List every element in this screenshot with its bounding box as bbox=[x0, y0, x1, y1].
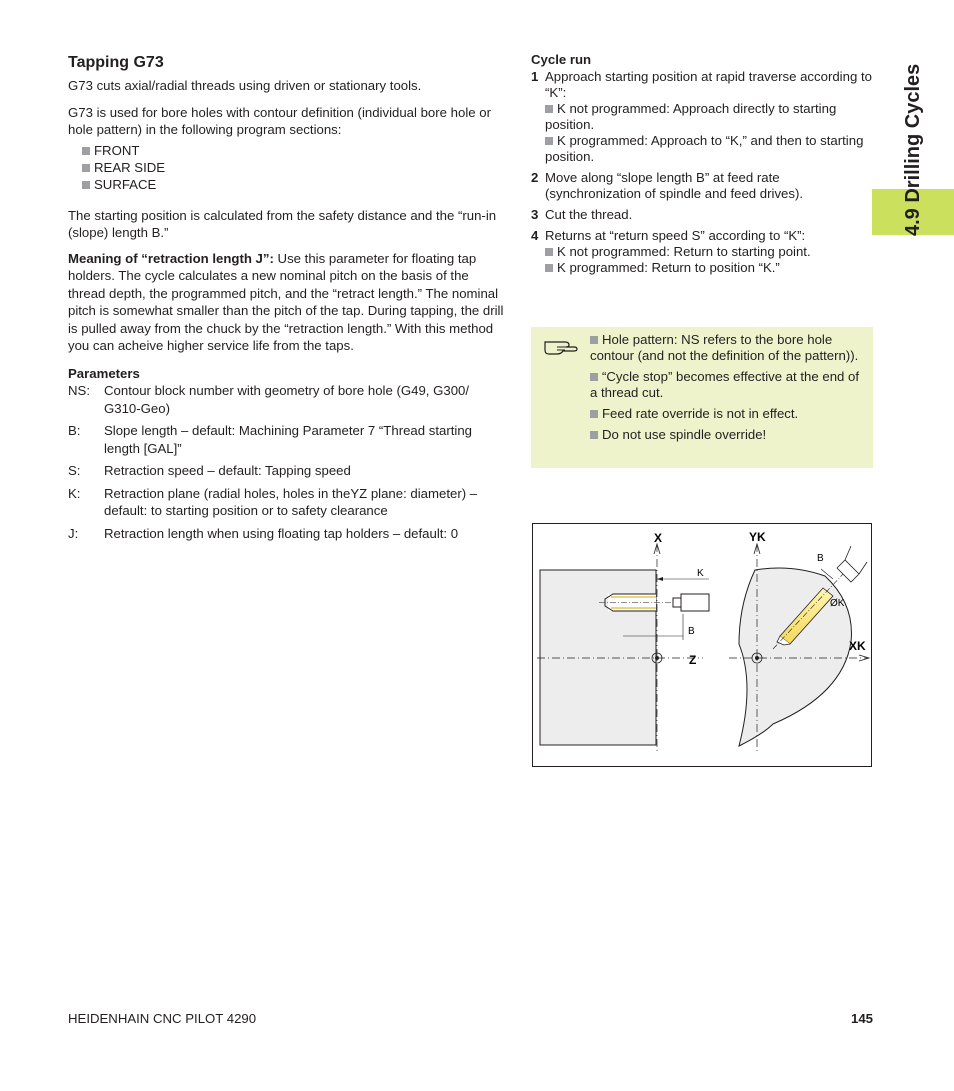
bullet-square-icon bbox=[590, 410, 598, 418]
page-number: 145 bbox=[850, 1011, 873, 1026]
parameter-list bbox=[68, 382, 508, 542]
bullet-square-icon bbox=[82, 181, 90, 189]
note-item: Hole pattern: NS refers to the bore hole contour (and not the definition of the pattern)). bbox=[590, 332, 859, 363]
list-item: SURFACE bbox=[68, 176, 508, 193]
section-title-text: 4.9 Drilling Cycles bbox=[902, 63, 924, 236]
parameter-j: J: Retraction length when using floating tap holders – default: 0 bbox=[68, 525, 459, 541]
label-b2: B bbox=[817, 553, 824, 564]
intro-text: G73 cuts axial/radial threads using driven or stationary tools. bbox=[68, 78, 422, 93]
pointing-hand-icon bbox=[543, 336, 579, 356]
radial-tap-tool bbox=[837, 546, 867, 582]
bullet-square-icon bbox=[545, 137, 553, 145]
bullet-square-icon bbox=[82, 164, 90, 172]
label-b: B bbox=[688, 626, 695, 637]
label-yk: YK bbox=[749, 530, 766, 544]
step-sub-item: K programmed: Return to position “K.” bbox=[545, 260, 876, 276]
note-item: Feed rate override is not in effect. bbox=[590, 406, 866, 422]
parameter-ns: NS: Contour block number with geometry of bore hole (G49, G300/ G310-Geo) bbox=[68, 383, 470, 416]
meaning-text: Use this parameter for floating tap holders. The cycle calculates a new nominal pitch on the basis of the thread depth, the programmed pitch, and the “retract length.” The nominal pitch is somewhat smaller than the pitch of the tap. During tapping, the drill is pulled away from the chuck by the “retraction length.” With this method you can acheive higher service life from the taps. bbox=[68, 250, 504, 353]
bullet-square-icon bbox=[545, 264, 553, 272]
note-list bbox=[590, 332, 866, 448]
label-z: Z bbox=[689, 653, 697, 667]
meaning-paragraph bbox=[68, 250, 508, 355]
section-title bbox=[899, 48, 927, 238]
cycle-run bbox=[531, 52, 876, 281]
cycle-step: 3 Cut the thread. bbox=[531, 207, 633, 222]
tapping-diagram-svg bbox=[533, 524, 871, 766]
cycle-step: 2 Move along “slope length B” at feed rate (synchronization of spindle and feed drives). bbox=[531, 170, 804, 201]
section-heading: Tapping G73 bbox=[68, 54, 164, 71]
label-x: X bbox=[654, 531, 663, 545]
bullet-square-icon bbox=[545, 248, 553, 256]
list-item: REAR SIDE bbox=[68, 159, 508, 176]
step-sub-item: K programmed: Approach to “K,” and then to starting position. bbox=[545, 133, 864, 164]
section-list bbox=[68, 142, 508, 193]
note-box bbox=[531, 327, 873, 468]
axial-bore-hole bbox=[599, 594, 683, 611]
tap-tool bbox=[673, 594, 709, 611]
start-position-text: The starting position is calculated from the safety distance and the “run-in (slope) length B.” bbox=[68, 207, 497, 240]
step-sub-item: K not programmed: Return to starting point. bbox=[545, 244, 876, 260]
note-item: Do not use spindle override! bbox=[590, 427, 866, 443]
tapping-diagram bbox=[532, 523, 872, 767]
cycle-run-heading: Cycle run bbox=[531, 52, 592, 67]
parameter-s: S: Retraction speed – default: Tapping speed bbox=[68, 463, 351, 478]
bullet-square-icon bbox=[590, 373, 598, 381]
bullet-square-icon bbox=[590, 336, 598, 344]
label-xk: XK bbox=[849, 639, 866, 653]
footer-text: HEIDENHAIN CNC PILOT 4290 bbox=[68, 1011, 257, 1026]
bullet-square-icon bbox=[82, 147, 90, 155]
step-sub-item: K not programmed: Approach directly to starting position. bbox=[545, 101, 837, 132]
meaning-label: Meaning of “retraction length J”: bbox=[68, 250, 274, 266]
parameters-heading: Parameters bbox=[68, 365, 140, 381]
bullet-square-icon bbox=[590, 431, 598, 439]
bullet-square-icon bbox=[545, 105, 553, 113]
note-item: “Cycle stop” becomes effective at the end of a thread cut. bbox=[590, 369, 860, 400]
left-column bbox=[68, 53, 508, 547]
label-dk: ØK bbox=[830, 598, 845, 609]
label-k: K bbox=[697, 568, 704, 579]
list-item: FRONT bbox=[68, 142, 508, 159]
parameter-k: K: Retraction plane (radial holes, holes in theYZ plane: diameter) – default: to starting position or to safety clearance bbox=[68, 485, 478, 518]
bore-text: G73 is used for bore holes with contour definition (individual bore hole or hole pattern) in the following program sections: bbox=[68, 104, 491, 137]
cycle-step: 4 Returns at “return speed S” according to “K”: K not programmed: Return to starting point. K programmed: Return to position “K.” bbox=[531, 228, 876, 276]
parameter-b: B: Slope length – default: Machining Parameter 7 “Thread starting length [GAL]” bbox=[68, 423, 472, 456]
cycle-step: 1 Approach starting position at rapid traverse according to “K”: K not programmed: Approach directly to starting position. K programmed: Approach to “K,” and then to starting position. bbox=[531, 69, 876, 165]
